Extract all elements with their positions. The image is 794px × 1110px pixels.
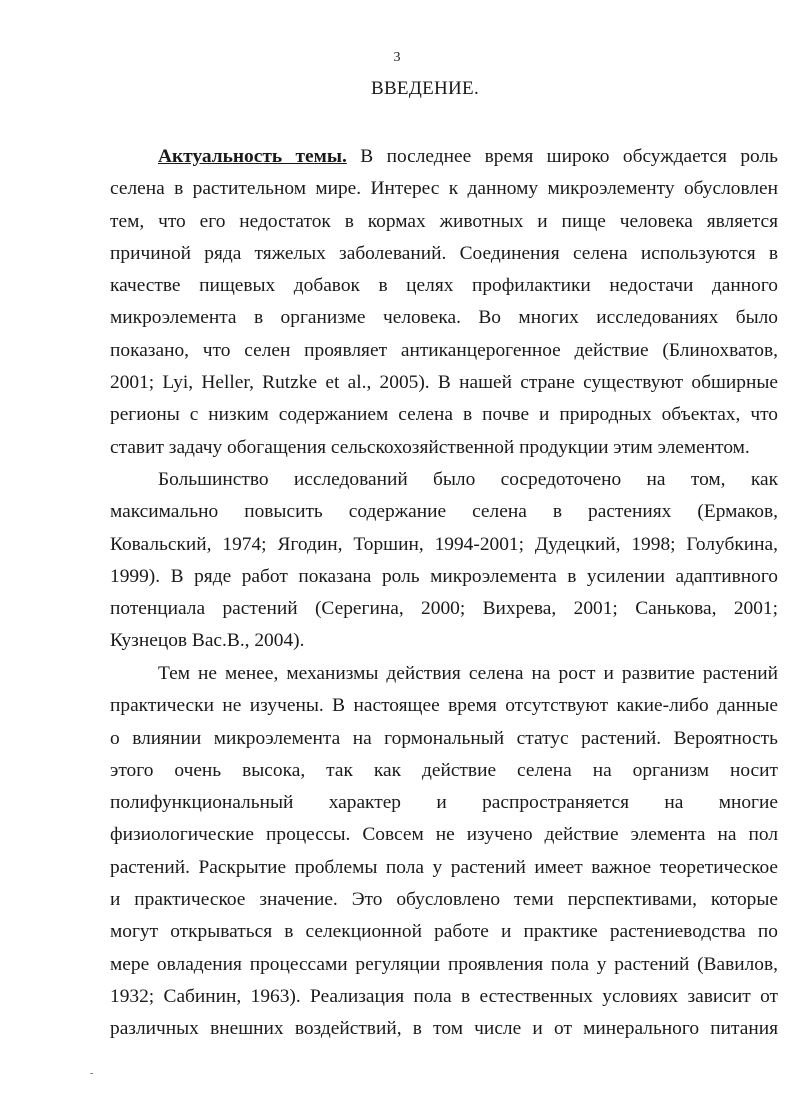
text-line: 1999). В ряде работ показана роль микроэлемента в усилении адаптивного (110, 565, 778, 587)
text-line: Тем не менее, механизмы действия селена на рост и развитие растений (158, 663, 778, 684)
text-line: селена в растительном мире. Интерес к данному микроэлементу обусловлен (110, 178, 778, 200)
scan-mark: - (90, 1068, 94, 1079)
text-line: потенциала растений (Серегина, 2000; Вихрева, 2001; Санькова, 2001; (110, 598, 778, 620)
text-line: качестве пищевых добавок в целях профилактики недостачи данного (110, 275, 778, 297)
text-line: регионы с низким содержанием селена в почве и природных объектах, что (110, 404, 778, 426)
text-line: о влиянии микроэлемента на гормональный статус растений. Вероятность (110, 727, 778, 749)
page-number: 3 (393, 50, 401, 65)
relevance-label: Актуальность темы. (158, 146, 347, 167)
text-line: 1932; Сабинин, 1963). Реализация пола в естественных условиях зависит от (110, 985, 778, 1007)
text-line: полифункциональный характер и распространяется на многие (110, 792, 778, 814)
text-line: физиологические процессы. Совсем не изучено действие элемента на пол (110, 824, 778, 846)
text-line: Кузнецов Вас.В., 2004). (110, 630, 305, 652)
text-line: Актуальность темы. В последнее время широко обсуждается роль (158, 146, 778, 167)
text-line: могут открываться в селекционной работе и практике растениеводства по (110, 921, 778, 943)
text-line: максимально повысить содержание селена в растениях (Ермаков, (110, 501, 778, 523)
text-line: мере овладения процессами регуляции проявления пола у растений (Вавилов, (110, 953, 778, 975)
text-line: Большинство исследований было сосредоточено на том, как (158, 469, 778, 490)
paragraph-relevance (110, 141, 778, 464)
text-line: причиной ряда тяжелых заболеваний. Соединения селена используются в (110, 242, 778, 264)
text-line: ставит задачу обогащения сельскохозяйственной продукции этим элементом. (110, 436, 750, 458)
paragraph-research (110, 464, 778, 658)
text-line: практически не изучены. В настоящее время отсутствуют какие-либо данные (110, 695, 778, 717)
text-line: показано, что селен проявляет антиканцерогенное действие (Блинохватов, (110, 339, 778, 361)
text-line: этого очень высока, так как действие селена на организм носит (110, 759, 778, 781)
section-heading: ВВЕДЕНИЕ. (370, 78, 480, 99)
text-line: различных внешних воздействий, в том числе и от минерального питания (110, 1018, 778, 1040)
text-line: тем, что его недостаток в кормах животных и пище человека является (110, 210, 778, 232)
text-line: 2001; Lyi, Heller, Rutzke et al., 2005). В нашей стране существуют обширные (110, 372, 778, 394)
text-line: и практическое значение. Это обусловлено теми перспективами, которые (110, 889, 778, 911)
text-line: растений. Раскрытие проблемы пола у растений имеет важное теоретическое (110, 856, 778, 878)
text-line: микроэлемента в организме человека. Во многих исследованиях было (110, 307, 778, 329)
paragraph-mechanisms (110, 658, 778, 1046)
text-line: Ковальский, 1974; Ягодин, Торшин, 1994-2001; Дудецкий, 1998; Голубкина, (110, 533, 778, 555)
